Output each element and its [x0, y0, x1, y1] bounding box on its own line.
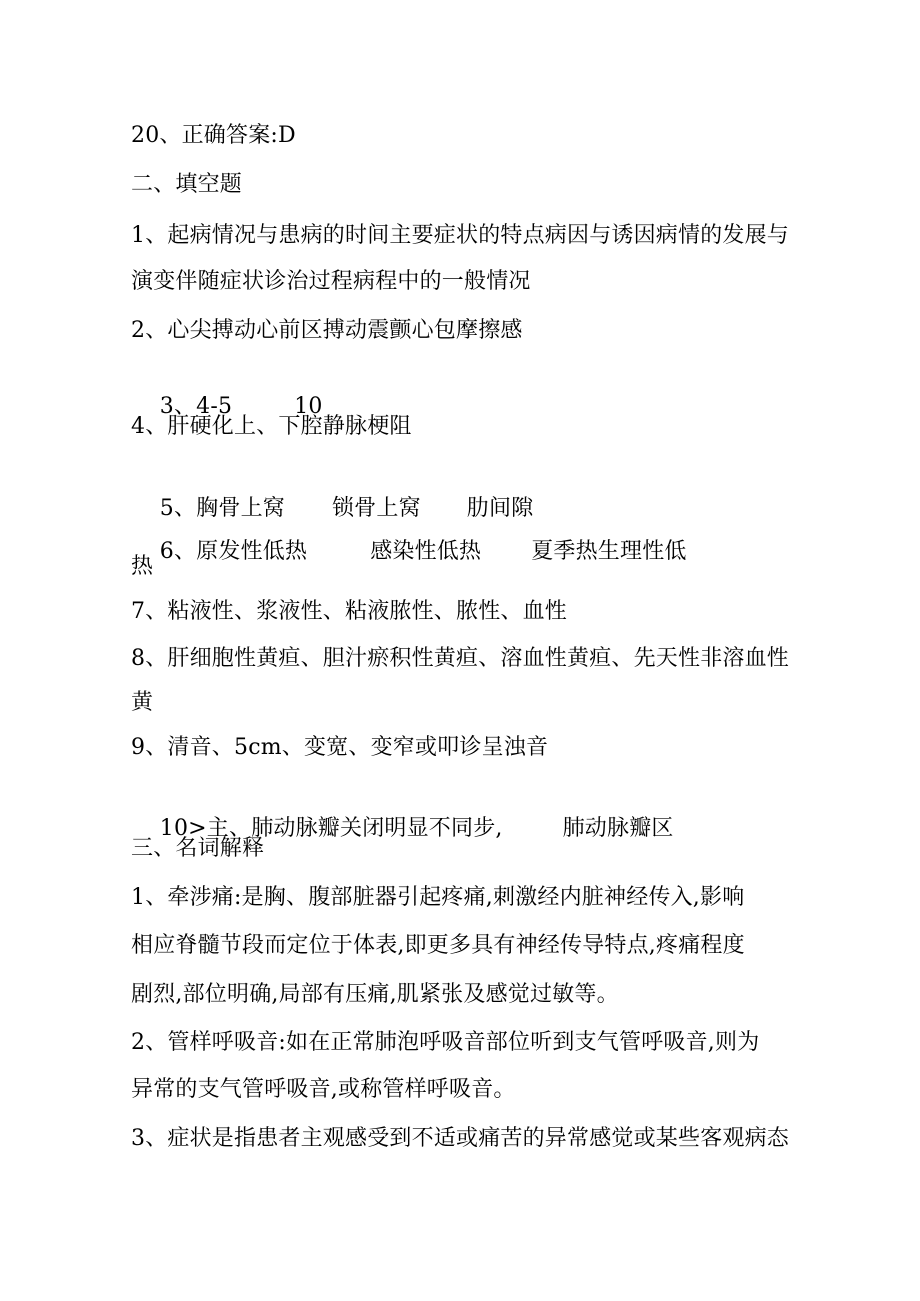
fill-5-part-a: 5、胸骨上窝 [159, 496, 285, 521]
term-1-line-2: 相应脊髓节段而定位于体表,即更多具有神经传导特点,疼痛程度 [131, 933, 745, 958]
fill-7-line: 7、粘液性、浆液性、粘液脓性、脓性、血性 [131, 599, 567, 624]
term-2-line-2: 异常的支气管呼吸音,或称管样呼吸音。 [131, 1077, 516, 1102]
fill-8-line-2: 黄 [131, 690, 154, 715]
fill-3-part-b: 10 [294, 394, 323, 419]
fill-3-part-a: 3、4-5 [159, 394, 233, 419]
fill-10-part-a: 10>主、肺动脉瓣关闭明显不同步, [159, 816, 503, 841]
fill-1-line-1: 1、起病情况与患病的时间主要症状的特点病因与诱因病情的发展与 [131, 223, 789, 248]
fill-5-part-c: 肋间隙 [466, 496, 534, 521]
fill-6-part-c: 夏季热生理性低 [531, 539, 687, 564]
fill-6-line-1 [131, 510, 687, 594]
fill-2-line: 2、心尖搏动心前区搏动震颤心包摩擦感 [131, 318, 523, 343]
fill-8-line-1: 8、肝细胞性黄疸、胆汁瘀积性黄疸、溶血性黄疸、先天性非溶血性 [131, 646, 789, 671]
term-1-line-3: 剧烈,部位明确,局部有压痛,肌紧张及感觉过敏等。 [131, 982, 619, 1007]
fill-5-part-b: 锁骨上窝 [331, 496, 421, 521]
answer-20-line: 20、正确答案:D [131, 123, 296, 148]
term-1-line-1: 1、牵涉痛:是胸、腹部脏器引起疼痛,刺激经内脏神经传入,影响 [131, 885, 745, 910]
fill-4-line: 4、肝硬化上、下腔静脉梗阻 [131, 414, 412, 439]
fill-9-line: 9、清音、5cm、变宽、变窄或叩诊呈浊音 [131, 735, 549, 760]
fill-1-line-2: 演变伴随症状诊治过程病程中的一般情况 [131, 269, 531, 294]
term-2-line-1: 2、管样呼吸音:如在正常肺泡呼吸音部位听到支气管呼吸音,则为 [131, 1030, 760, 1055]
fill-6-line-2: 热 [131, 554, 154, 579]
section-terms-heading: 三、名词解释 [131, 836, 265, 861]
fill-6-part-b: 感染性低热 [370, 539, 482, 564]
term-3-line-1: 3、症状是指患者主观感受到不适或痛苦的异常感觉或某些客观病态 [131, 1126, 789, 1151]
section-fill-in-heading: 二、填空题 [131, 172, 243, 197]
fill-6-part-a: 6、原发性低热 [159, 539, 308, 564]
fill-10-part-b: 肺动脉瓣区 [562, 816, 674, 841]
